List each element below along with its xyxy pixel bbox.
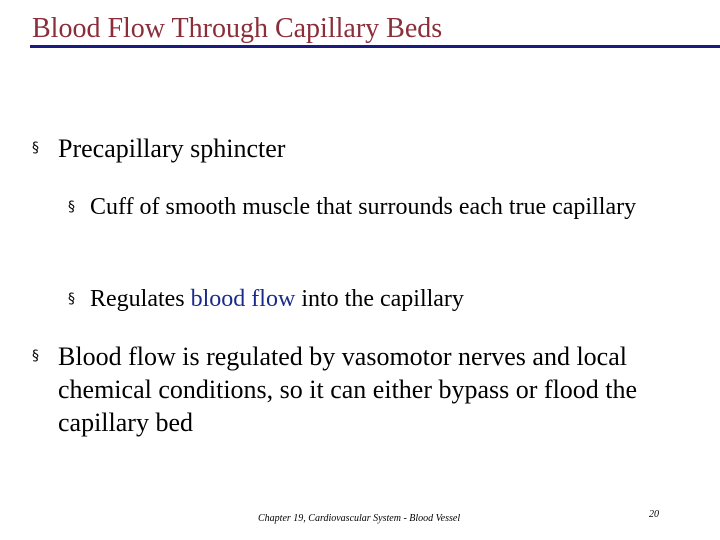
sub-bullet-2-text bbox=[90, 284, 688, 315]
sub-bullet-1 bbox=[68, 192, 668, 223]
page-number: 20 bbox=[649, 509, 659, 520]
bullet-1-text: Precapillary sphincter bbox=[58, 134, 286, 163]
footer-text: Chapter 19, Cardiovascular System - Blood Vessel bbox=[258, 513, 461, 524]
sub-bullet-1-text: Cuff of smooth muscle that surrounds each true capillary bbox=[90, 194, 637, 220]
slide-title: Blood Flow Through Capillary Beds bbox=[32, 13, 443, 44]
bullet-marker: § bbox=[68, 291, 75, 307]
title-underline bbox=[30, 45, 720, 48]
bullet-marker: § bbox=[32, 348, 39, 364]
bullet-2 bbox=[32, 340, 692, 439]
bullet-marker: § bbox=[32, 140, 39, 156]
sub-bullet-2-pre: Regulates bbox=[90, 286, 191, 312]
sub-bullet-2 bbox=[68, 284, 688, 315]
sub-bullet-2-highlight: blood flow bbox=[190, 286, 296, 312]
sub-bullet-2-post: into the capillary bbox=[295, 286, 464, 312]
bullet-2-text: Blood flow is regulated by vasomotor nerves and local chemical conditions, so it can either bypass or flood the capillary bed bbox=[58, 342, 638, 437]
bullet-1 bbox=[32, 132, 692, 165]
bullet-marker: § bbox=[68, 199, 75, 215]
